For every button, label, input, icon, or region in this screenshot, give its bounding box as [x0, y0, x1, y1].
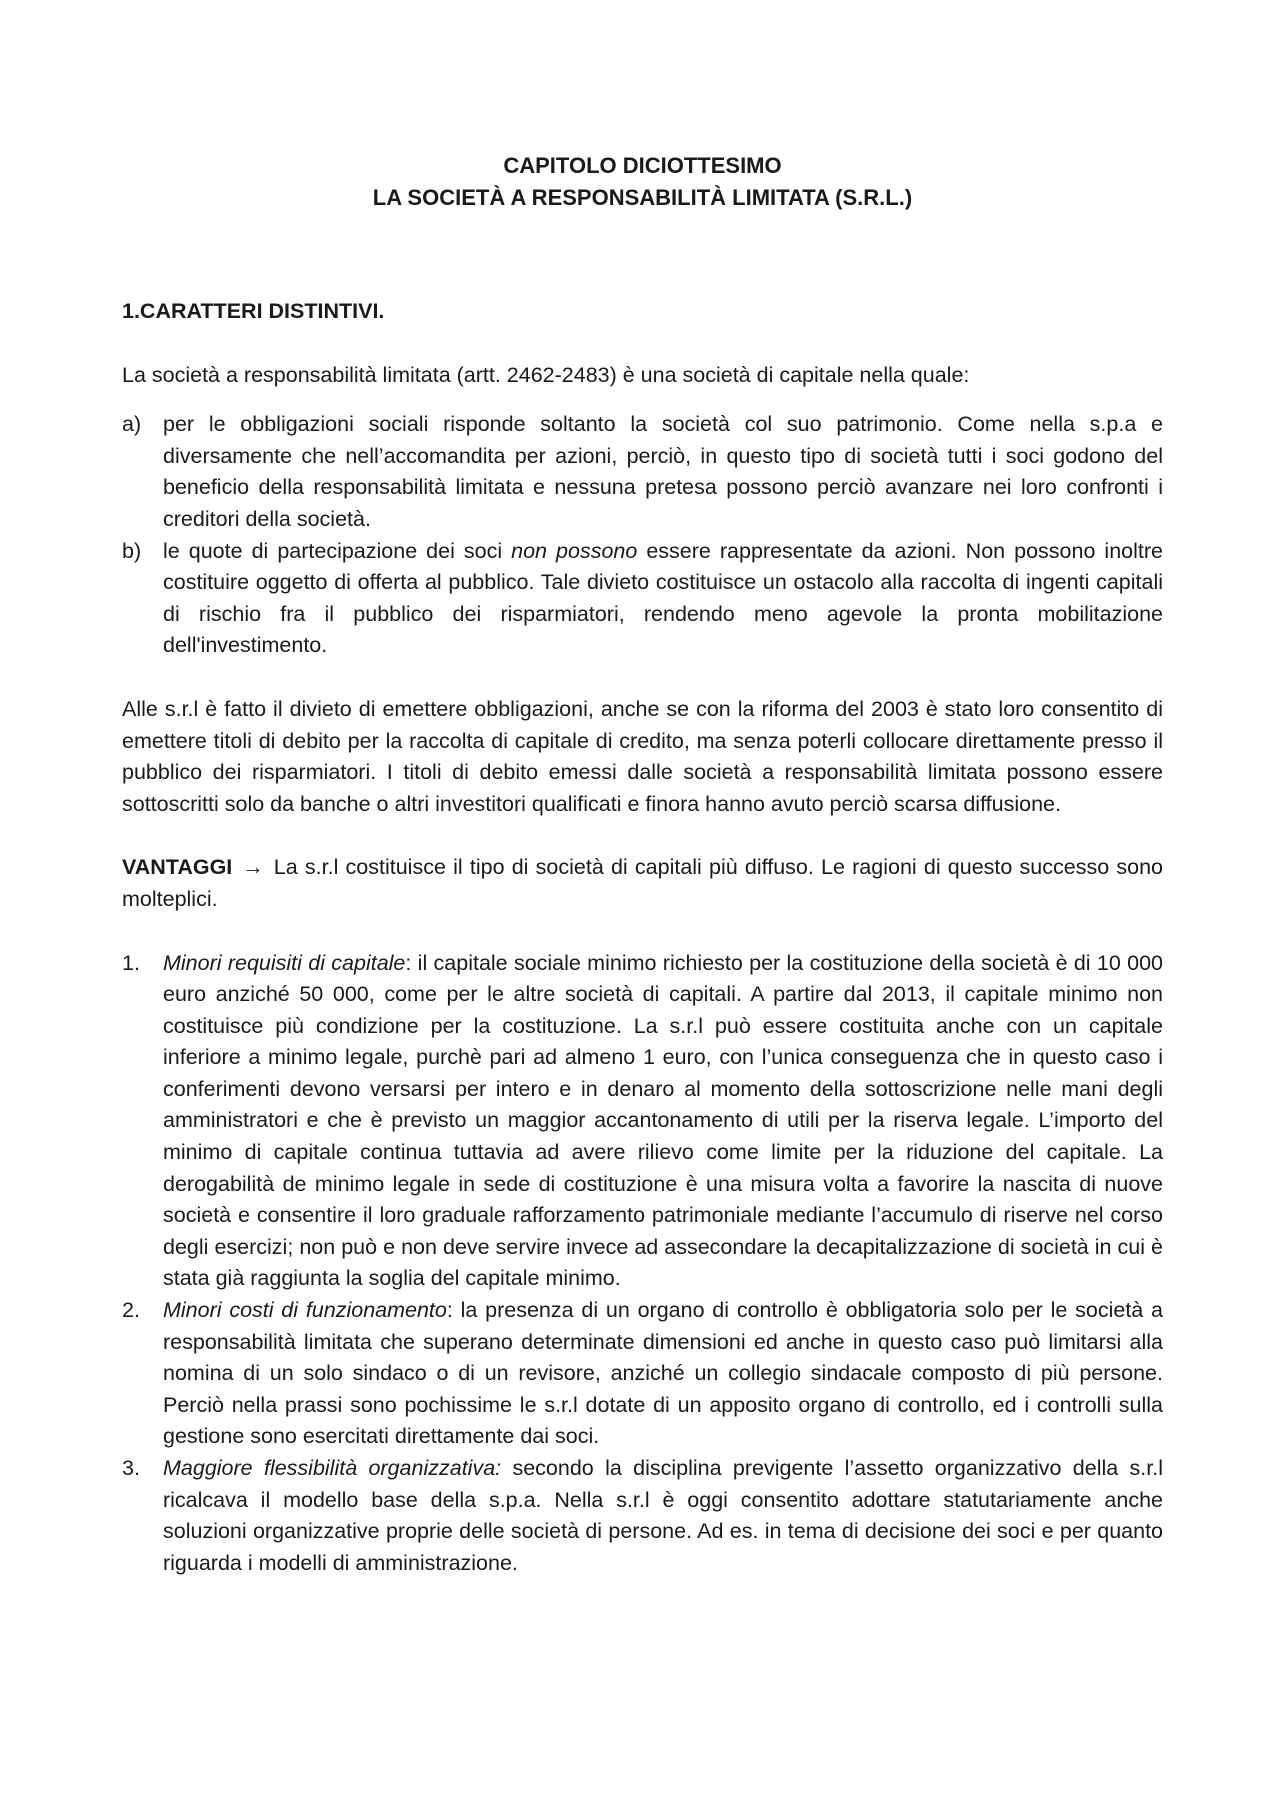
- list-item-text-after: essere rappresentate da azioni. Non possono inoltre costituire oggetto di offerta al pubblico. Tale divieto costituisce un ostacolo alla raccolta di ingenti capitali di rischio fra il pubblico dei risparmiatori, rendendo meno agevole la pronta mobilitazione dell'investimento.: [163, 538, 1163, 658]
- chapter-title: LA SOCIETÀ A RESPONSABILITÀ LIMITATA (S.R.L.): [372, 185, 913, 210]
- advantage-text: secondo la disciplina previgente l’assetto organizzativo della s.r.l ricalcava il modello base della s.p.a. Nella s.r.l è oggi consentito adottare statutariamente anche soluzioni organizzative proprie delle società di persone. Ad es. in tema di decisione dei soci e per quanto riguarda i modelli di amministrazione.: [163, 1456, 1163, 1575]
- list-marker: 2.: [122, 1298, 140, 1323]
- list-marker: 1.: [122, 950, 140, 975]
- advantage-title: Minori costi di funzionamento: [163, 1298, 447, 1323]
- list-item: [122, 536, 1163, 662]
- intro-paragraph: La società a responsabilità limitata (artt. 2462-2483) è una società di capitale nella quale:: [122, 362, 970, 387]
- characteristics-list: [122, 409, 1163, 662]
- advantages-list: [122, 948, 1163, 1580]
- title-block: [122, 150, 1163, 214]
- advantage-title: Minori requisiti di capitale: [163, 950, 406, 975]
- vantaggi-paragraph: [122, 852, 1163, 915]
- list-item-text: per le obbligazioni sociali risponde soltanto la società col suo patrimonio. Come nella s.p.a e diversamente che nell’accomandita per azioni, perciò, in questo tipo di società tutti i soci godono del beneficio della responsabilità limitata e nessuna pretesa possono perciò avanzare nei loro confronti i creditori della società.: [163, 412, 1163, 531]
- list-marker: b): [122, 538, 142, 563]
- advantage-text: : la presenza di un organo di controllo è obbligatoria solo per le società a responsabilità limitata che superano determinate dimensioni ed anche in questo caso può limitarsi alla nomina di un solo sindaco o di un revisore, anziché un collegio sindacale composto di più persone. Perciò nella prassi sono pochissime le s.r.l dotate di un apposito organo di controllo, ed i controlli sulla gestione sono esercitati direttamente dai soci.: [163, 1298, 1163, 1449]
- list-item-emphasis: non possono: [511, 538, 638, 563]
- list-item: [122, 409, 1163, 535]
- list-item: [122, 948, 1163, 1296]
- list-item: [122, 1453, 1163, 1579]
- list-marker: a): [122, 412, 142, 437]
- arrow-right-icon: →: [242, 855, 264, 880]
- advantage-text: : il capitale sociale minimo richiesto per la costituzione della società è di 10 000 euro anziché 50 000, come per le altre società di capitali. A partire dal 2013, il capitale minimo non costituisce più condizione per la costituzione. La s.r.l può essere costituita anche con un capitale inferiore a minimo legale, purchè pari ad almeno 1 euro, con l’unica conseguenza che in questo caso i conferimenti devono versarsi per intero e in denaro al momento della sottoscrizione nelle mani degli amministratori e che è previsto un maggior accantonamento di utili per la riserva legale. L’importo del minimo di capitale continua tuttavia ad avere rilievo come limite per la riduzione del capitale. La derogabilità de minimo legale in sede di costituzione è una misura volta a favorire la nascita di nuove società e consentire il loro graduale rafforzamento patrimoniale mediante l’accumulo di riserve nel corso degli esercizi; non può e non deve servire invece ad assecondare la decapitalizzazione di società in cui è stata già raggiunta la soglia del capitale minimo.: [163, 950, 1163, 1291]
- chapter-label: CAPITOLO DICIOTTESIMO: [503, 153, 782, 178]
- vantaggi-text: La s.r.l costituisce il tipo di società di capitali più diffuso. Le ragioni di questo successo sono molteplici.: [122, 855, 1163, 911]
- section-heading: 1.CARATTERI DISTINTIVI.: [122, 299, 385, 323]
- obbligazioni-paragraph: Alle s.r.l è fatto il divieto di emettere obbligazioni, anche se con la riforma del 2003 è stato loro consentito di emettere titoli di debito per la raccolta di capitale di credito, ma senza poterli collocare direttamente presso il pubblico dei risparmiatori. I titoli di debito emessi dalle società a responsabilità limitata possono essere sottoscritti solo da banche o altri investitori qualificati e finora hanno avuto perciò scarsa diffusione.: [122, 696, 1163, 816]
- list-marker: 3.: [122, 1456, 140, 1480]
- list-item-text-before: le quote di partecipazione dei soci: [163, 538, 512, 563]
- vantaggi-label: VANTAGGI: [122, 855, 233, 880]
- list-item: [122, 1295, 1163, 1453]
- advantage-title: Maggiore flessibilità organizzativa:: [163, 1456, 502, 1480]
